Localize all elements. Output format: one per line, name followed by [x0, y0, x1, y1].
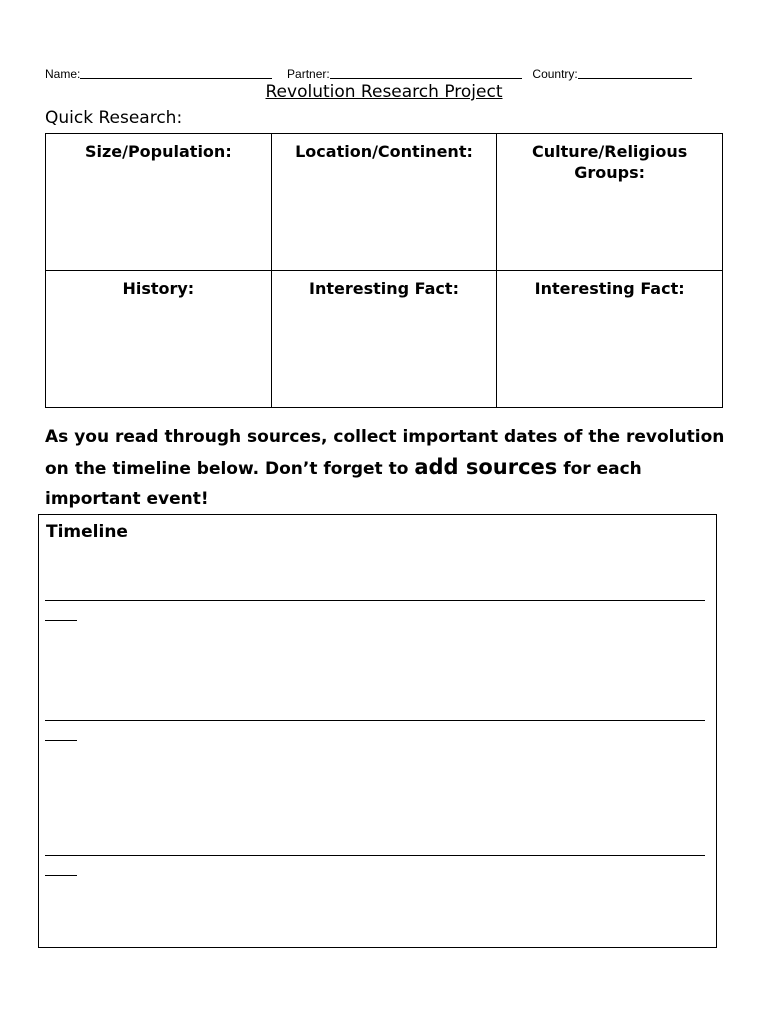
name-field[interactable] — [80, 66, 272, 79]
timeline-line-3[interactable] — [45, 855, 705, 856]
cell-label: Interesting Fact: — [308, 279, 459, 298]
cell-label: History: — [122, 279, 195, 298]
partner-field[interactable] — [330, 66, 522, 79]
size-population-cell[interactable] — [46, 134, 272, 271]
quick-research-heading: Quick Research: — [45, 108, 183, 128]
instructions-text-2: for each important event! — [45, 459, 642, 509]
name-label: Name: — [45, 67, 81, 81]
timeline-box[interactable] — [38, 514, 717, 948]
quick-research-table — [45, 133, 723, 408]
cell-label: Culture/Religious Groups: — [532, 142, 688, 182]
timeline-line-1[interactable] — [45, 600, 705, 601]
culture-religious-cell[interactable] — [497, 134, 723, 271]
timeline-line-3-continuation — [45, 875, 77, 876]
page-title: Revolution Research Project — [265, 82, 503, 102]
interesting-fact-cell-1[interactable] — [271, 271, 497, 408]
cell-label: Location/Continent: — [295, 142, 473, 161]
instructions-emphasis: add sources — [414, 455, 558, 479]
timeline-title: Timeline — [46, 522, 128, 542]
instructions-paragraph — [45, 422, 735, 514]
cell-label: Size/Population: — [84, 142, 232, 161]
history-cell[interactable] — [46, 271, 272, 408]
timeline-line-2[interactable] — [45, 720, 705, 721]
location-continent-cell[interactable] — [271, 134, 497, 271]
timeline-line-2-continuation — [45, 740, 77, 741]
instructions-text-1: As you read through sources, collect important dates of the revolution on the timeline below. Don’t forget to — [45, 427, 725, 479]
interesting-fact-cell-2[interactable] — [497, 271, 723, 408]
student-info-line — [45, 66, 735, 81]
timeline-line-1-continuation — [45, 620, 77, 621]
partner-label: Partner: — [287, 67, 330, 81]
country-label: Country: — [532, 67, 578, 81]
cell-label: Interesting Fact: — [534, 279, 685, 298]
country-field[interactable] — [578, 66, 692, 79]
